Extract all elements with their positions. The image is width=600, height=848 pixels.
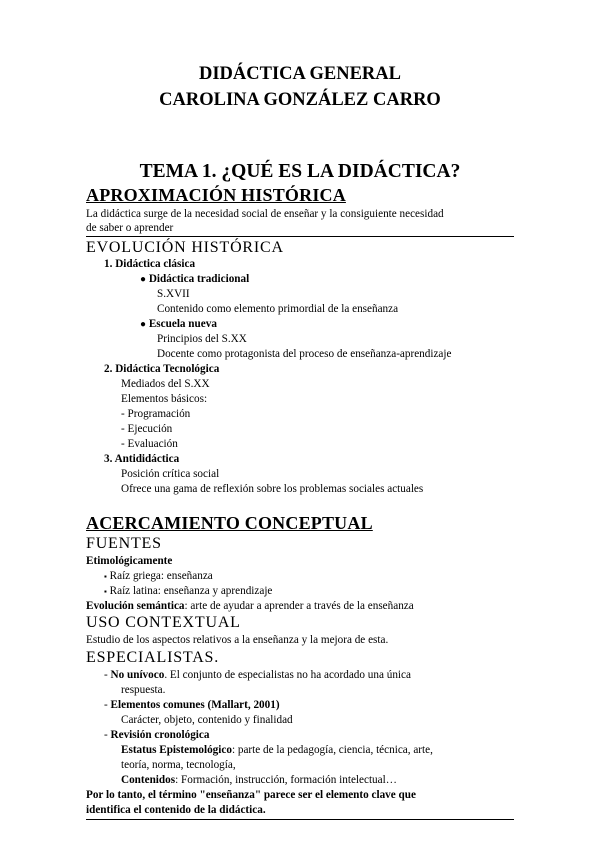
bullet-dot-icon: ● (140, 274, 147, 285)
list-line: Carácter, objeto, contenido y finalidad (121, 714, 293, 726)
list-line: - Evaluación (121, 438, 178, 450)
paragraph-line: de saber o aprender (86, 222, 174, 234)
list-item: - Elementos comunes (Mallart, 2001) (104, 699, 280, 711)
list-line: Contenidos: Formación, instrucción, formación intelectual… (121, 774, 397, 786)
paragraph-line: Estudio de los aspectos relativos a la enseñanza y la mejora de esta. (86, 634, 389, 646)
bullet-dot-icon: ● (140, 319, 147, 330)
list-item-title: 1. Didáctica clásica (104, 258, 196, 270)
section-heading-evolucion: EVOLUCIÓN HISTÓRICA (86, 239, 284, 256)
list-subitem: ● Escuela nueva (140, 318, 217, 330)
list-line: Estatus Epistemológico: parte de la pedagogía, ciencia, técnica, arte, (121, 744, 433, 756)
list-item: ▪ Raíz griega: enseñanza (104, 570, 213, 582)
section-heading-aproximacion: APROXIMACIÓN HISTÓRICA (86, 185, 346, 205)
list-line: Mediados del S.XX (121, 378, 210, 390)
list-line: Posición crítica social (121, 468, 220, 480)
list-line: Principios del S.XX (157, 333, 247, 345)
paragraph-evolucion-semantica: Evolución semántica: arte de ayudar a aprender a través de la enseñanza (86, 600, 414, 612)
paragraph-line: La didáctica surge de la necesidad social de enseñar y la consiguiente necesidad (86, 208, 444, 220)
list-item-title: 3. Antididáctica (104, 453, 180, 465)
list-line: - Ejecución (121, 423, 173, 435)
list-line: Contenido como elemento primordial de la enseñanza (157, 303, 399, 315)
square-bullet-icon: ▪ (104, 587, 107, 596)
list-item-title: 2. Didáctica Tecnológica (104, 363, 220, 375)
list-item: - No unívoco. El conjunto de especialistas no ha acordado una única (104, 669, 411, 681)
chapter-title: TEMA 1. ¿QUÉ ES LA DIDÁCTICA? (139, 161, 461, 182)
document-title: DIDÁCTICA GENERAL (199, 64, 401, 84)
list-item: - Revisión cronológica (104, 729, 210, 741)
subsection-heading-uso: USO CONTEXTUAL (86, 614, 241, 631)
list-item: ▪ Raíz latina: enseñanza y aprendizaje (104, 585, 273, 597)
square-bullet-icon: ▪ (104, 572, 107, 581)
list-subitem: ● Didáctica tradicional (140, 273, 250, 285)
list-line: - Programación (121, 408, 191, 420)
list-line: Ofrece una gama de reflexión sobre los problemas sociales actuales (121, 483, 424, 495)
conclusion-line: Por lo tanto, el término "enseñanza" parece ser el elemento clave que (86, 789, 416, 801)
list-line: S.XVII (157, 288, 190, 300)
section-heading-acercamiento: ACERCAMIENTO CONCEPTUAL (86, 513, 373, 533)
label-etimologicamente: Etimológicamente (86, 555, 173, 567)
list-line: respuesta. (121, 684, 166, 696)
subsection-heading-fuentes: FUENTES (86, 535, 162, 552)
conclusion-line: identifica el contenido de la didáctica. (86, 804, 266, 816)
subsection-heading-especialistas: ESPECIALISTAS. (86, 649, 220, 666)
document-author: CAROLINA GONZÁLEZ CARRO (159, 90, 441, 110)
list-line: teoría, norma, tecnología, (121, 759, 236, 771)
list-line: Elementos básicos: (121, 393, 208, 405)
list-line: Docente como protagonista del proceso de enseñanza-aprendizaje (157, 348, 452, 360)
divider (86, 236, 514, 237)
divider (86, 819, 514, 820)
